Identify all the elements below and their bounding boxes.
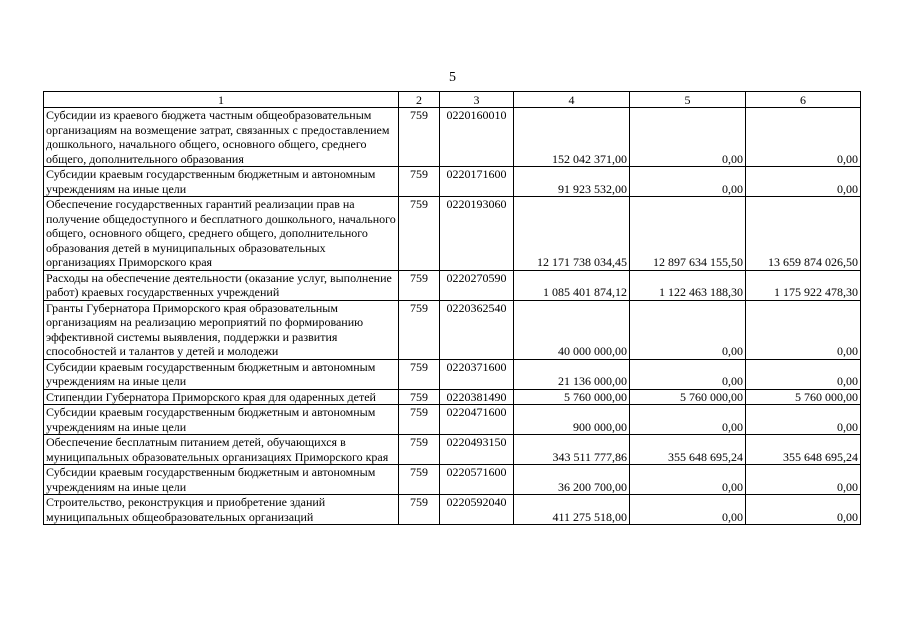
row-value-5: 0,00 <box>630 359 746 389</box>
row-name: Субсидии краевым государственным бюджетным и автономным учреждениям на иные цели <box>44 465 399 495</box>
row-value-5: 0,00 <box>630 167 746 197</box>
row-group: 759 <box>399 108 440 167</box>
table-row <box>44 108 861 167</box>
row-name: Стипендии Губернатора Приморского края для одаренных детей <box>44 389 399 405</box>
table-row <box>44 300 861 359</box>
page-number: 5 <box>449 70 456 85</box>
row-value-4: 1 085 401 874,12 <box>514 270 630 300</box>
row-value-5: 0,00 <box>630 465 746 495</box>
row-name: Субсидии из краевого бюджета частным общеобразовательным организациям на возмещение затрат, связанных с предоставлением дошкольного, начального общего, основного общего, среднего общего, дополнительного образования <box>44 108 399 167</box>
row-value-6: 0,00 <box>746 359 861 389</box>
header-cell-2: 2 <box>399 92 440 108</box>
row-value-6: 0,00 <box>746 300 861 359</box>
row-group: 759 <box>399 465 440 495</box>
row-group: 759 <box>399 270 440 300</box>
table-row <box>44 389 861 405</box>
row-group: 759 <box>399 359 440 389</box>
row-value-5: 0,00 <box>630 405 746 435</box>
row-value-5: 355 648 695,24 <box>630 435 746 465</box>
row-name: Расходы на обеспечение деятельности (оказание услуг, выполнение работ) краевых государственных учреждений <box>44 270 399 300</box>
table-row <box>44 495 861 525</box>
row-code: 0220493150 <box>440 435 514 465</box>
header-cell-6: 6 <box>746 92 861 108</box>
row-code: 0220592040 <box>440 495 514 525</box>
row-value-4: 40 000 000,00 <box>514 300 630 359</box>
row-value-5: 1 122 463 188,30 <box>630 270 746 300</box>
row-value-5: 0,00 <box>630 300 746 359</box>
row-value-5: 12 897 634 155,50 <box>630 197 746 271</box>
row-name: Субсидии краевым государственным бюджетным и автономным учреждениям на иные цели <box>44 359 399 389</box>
row-code: 0220193060 <box>440 197 514 271</box>
row-value-6: 0,00 <box>746 405 861 435</box>
row-value-4: 36 200 700,00 <box>514 465 630 495</box>
header-cell-4: 4 <box>514 92 630 108</box>
row-value-6: 0,00 <box>746 465 861 495</box>
row-value-4: 5 760 000,00 <box>514 389 630 405</box>
row-code: 0220371600 <box>440 359 514 389</box>
row-value-4: 343 511 777,86 <box>514 435 630 465</box>
row-value-6: 355 648 695,24 <box>746 435 861 465</box>
row-value-4: 411 275 518,00 <box>514 495 630 525</box>
row-group: 759 <box>399 300 440 359</box>
table-row <box>44 167 861 197</box>
row-name: Строительство, реконструкция и приобретение зданий муниципальных общеобразовательных организаций <box>44 495 399 525</box>
table-row <box>44 405 861 435</box>
row-group: 759 <box>399 389 440 405</box>
header-row <box>44 92 861 108</box>
row-code: 0220160010 <box>440 108 514 167</box>
row-name: Гранты Губернатора Приморского края образовательным организациям на реализацию мероприятий по формированию эффективной системы выявления, поддержки и развития способностей и талантов у детей и молодежи <box>44 300 399 359</box>
header-cell-5: 5 <box>630 92 746 108</box>
row-group: 759 <box>399 435 440 465</box>
row-code: 0220471600 <box>440 405 514 435</box>
row-value-4: 91 923 532,00 <box>514 167 630 197</box>
row-value-5: 5 760 000,00 <box>630 389 746 405</box>
row-value-5: 0,00 <box>630 495 746 525</box>
table-row <box>44 359 861 389</box>
row-group: 759 <box>399 405 440 435</box>
row-name: Субсидии краевым государственным бюджетным и автономным учреждениям на иные цели <box>44 167 399 197</box>
row-value-6: 5 760 000,00 <box>746 389 861 405</box>
row-value-6: 0,00 <box>746 108 861 167</box>
row-value-4: 152 042 371,00 <box>514 108 630 167</box>
row-code: 0220362540 <box>440 300 514 359</box>
table-row <box>44 465 861 495</box>
header-cell-3: 3 <box>440 92 514 108</box>
row-value-6: 0,00 <box>746 167 861 197</box>
row-code: 0220571600 <box>440 465 514 495</box>
row-group: 759 <box>399 197 440 271</box>
row-value-5: 0,00 <box>630 108 746 167</box>
row-name: Обеспечение государственных гарантий реализации прав на получение общедоступного и бесплатного дошкольного, начального общего, основного общего, среднего общего, дополнительного образования детей в муниципальных образовательных организациях Приморского края <box>44 197 399 271</box>
row-value-4: 21 136 000,00 <box>514 359 630 389</box>
budget-table <box>43 91 861 525</box>
row-name: Субсидии краевым государственным бюджетным и автономным учреждениям на иные цели <box>44 405 399 435</box>
row-code: 0220381490 <box>440 389 514 405</box>
row-code: 0220270590 <box>440 270 514 300</box>
row-code: 0220171600 <box>440 167 514 197</box>
header-cell-1: 1 <box>44 92 399 108</box>
row-value-6: 1 175 922 478,30 <box>746 270 861 300</box>
table-row <box>44 197 861 271</box>
row-value-4: 12 171 738 034,45 <box>514 197 630 271</box>
table-row <box>44 435 861 465</box>
table-row <box>44 270 861 300</box>
row-group: 759 <box>399 495 440 525</box>
row-value-6: 0,00 <box>746 495 861 525</box>
row-group: 759 <box>399 167 440 197</box>
row-value-4: 900 000,00 <box>514 405 630 435</box>
row-name: Обеспечение бесплатным питанием детей, обучающихся в муниципальных образовательных организациях Приморского края <box>44 435 399 465</box>
row-value-6: 13 659 874 026,50 <box>746 197 861 271</box>
